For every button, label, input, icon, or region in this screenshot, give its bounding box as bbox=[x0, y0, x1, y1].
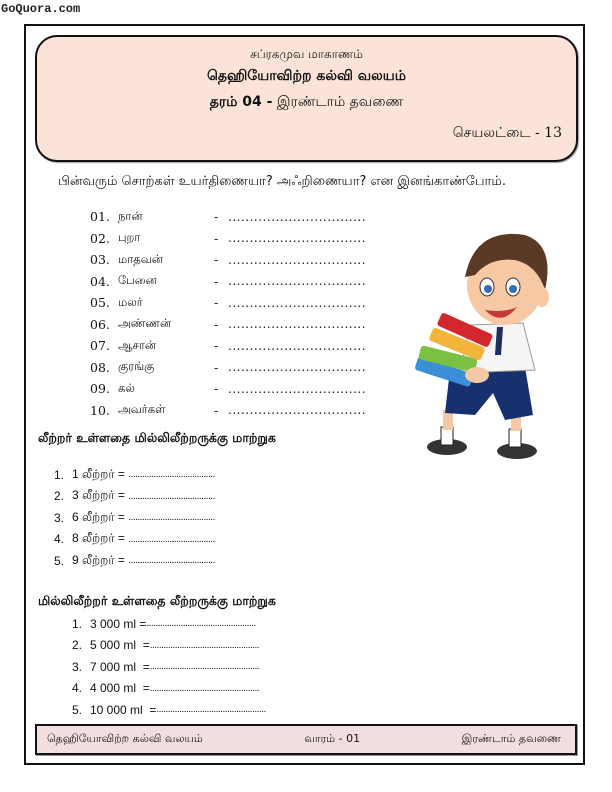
grade-label: தரம் 04 - bbox=[209, 94, 273, 110]
watermark: GoQuora.com bbox=[1, 2, 81, 16]
zone-title: தெஹியோவிற்ற கல்வி வலயம் bbox=[206, 68, 407, 84]
item-number: 2. bbox=[72, 638, 83, 653]
worksheet-header bbox=[35, 35, 578, 162]
item-word: புறா bbox=[118, 230, 141, 245]
answer-blank[interactable]: ...................................... bbox=[128, 490, 215, 502]
item-dash: - bbox=[214, 252, 219, 268]
worksheet-footer bbox=[35, 724, 577, 755]
list-item bbox=[90, 228, 366, 250]
item-question: 3 லீற்றர் = bbox=[72, 488, 129, 503]
item-dash: - bbox=[214, 402, 219, 418]
item-number: 03. bbox=[90, 252, 110, 268]
item-word: ஆசான் bbox=[118, 337, 157, 352]
item-word: குரங்கு bbox=[118, 359, 155, 374]
item-word: கல் bbox=[118, 380, 135, 395]
list-item bbox=[72, 678, 266, 700]
item-number: 09. bbox=[90, 381, 110, 397]
answer-blank[interactable]: ................................ bbox=[228, 209, 367, 224]
item-question: 9 லீற்றர் = bbox=[72, 552, 129, 567]
list-item bbox=[90, 400, 366, 422]
term-label: இரண்டாம் தவணை bbox=[276, 94, 404, 110]
list-item bbox=[90, 335, 366, 357]
answer-blank[interactable]: ................................ bbox=[228, 231, 367, 246]
answer-blank[interactable]: ................................ bbox=[228, 295, 367, 310]
item-number: 5. bbox=[54, 553, 65, 568]
schoolboy-carrying-books-icon bbox=[405, 215, 575, 465]
litres-conversion-list bbox=[54, 464, 215, 572]
list-item bbox=[72, 635, 266, 657]
item-word: மலர் bbox=[118, 294, 143, 309]
word-classification-list bbox=[90, 206, 366, 421]
list-item bbox=[54, 507, 215, 529]
answer-blank[interactable]: ................................................ bbox=[149, 661, 260, 673]
item-number: 08. bbox=[90, 359, 110, 375]
item-number: 5. bbox=[72, 702, 83, 717]
item-number: 1. bbox=[72, 616, 83, 631]
list-item bbox=[72, 613, 266, 635]
list-item bbox=[54, 464, 215, 486]
item-dash: - bbox=[214, 273, 219, 289]
item-dash: - bbox=[214, 338, 219, 354]
item-word: மாதவன் bbox=[118, 251, 163, 266]
list-item bbox=[90, 206, 366, 228]
footer-week: வாரம் - 01 bbox=[304, 732, 361, 745]
answer-blank[interactable]: ...................................... bbox=[128, 512, 215, 524]
list-item bbox=[90, 314, 366, 336]
item-question: 1 லீற்றர் = bbox=[72, 466, 129, 481]
words-instruction: பின்வரும் சொற்கள் உயர்திணையா? அஃறிணையா? என இனங்காண்போம். bbox=[58, 174, 506, 189]
province-label: சப்ரகமுவ மாகாணம் bbox=[250, 47, 363, 61]
item-dash: - bbox=[214, 230, 219, 246]
answer-blank[interactable]: ................................ bbox=[228, 360, 367, 375]
list-item bbox=[54, 486, 215, 508]
item-dash: - bbox=[214, 359, 219, 375]
list-item bbox=[54, 529, 215, 551]
item-number: 10. bbox=[90, 402, 110, 418]
item-question: 3 000 ml = bbox=[90, 616, 147, 631]
answer-blank[interactable]: ................................................ bbox=[156, 704, 266, 716]
activity-number: செயலட்டை - 13 bbox=[452, 125, 562, 141]
item-word: அண்ணன் bbox=[118, 316, 172, 331]
item-number: 01. bbox=[90, 209, 110, 225]
item-number: 1. bbox=[54, 467, 65, 482]
list-item bbox=[90, 249, 366, 271]
answer-blank[interactable]: ...................................... bbox=[128, 469, 215, 481]
item-question: 5 000 ml = bbox=[90, 638, 150, 653]
item-question: 6 லீற்றர் = bbox=[72, 509, 129, 524]
list-item bbox=[90, 378, 366, 400]
grade-line bbox=[37, 94, 576, 112]
item-word: நான் bbox=[118, 208, 143, 223]
list-item bbox=[54, 550, 215, 572]
list-item bbox=[90, 357, 366, 379]
list-item bbox=[90, 292, 366, 314]
item-word: பேனை bbox=[118, 273, 157, 288]
item-number: 4. bbox=[72, 681, 83, 696]
answer-blank[interactable]: ................................ bbox=[228, 338, 367, 353]
answer-blank[interactable]: ................................ bbox=[228, 317, 367, 332]
item-number: 02. bbox=[90, 230, 110, 246]
item-question: 8 லீற்றர் = bbox=[72, 531, 129, 546]
list-item bbox=[72, 656, 266, 678]
item-question: 4 000 ml = bbox=[90, 681, 150, 696]
list-item bbox=[90, 271, 366, 293]
item-word: அவர்கள் bbox=[118, 402, 166, 417]
answer-blank[interactable]: ................................................ bbox=[149, 682, 260, 694]
answer-blank[interactable]: ...................................... bbox=[128, 533, 215, 545]
answer-blank[interactable]: ................................................ bbox=[146, 618, 256, 630]
item-question: 10 000 ml = bbox=[90, 702, 157, 717]
item-number: 05. bbox=[90, 295, 110, 311]
footer-zone: தெஹியோவிற்ற கல்வி வலயம் bbox=[47, 732, 203, 745]
item-number: 06. bbox=[90, 316, 110, 332]
item-number: 2. bbox=[54, 489, 65, 504]
answer-blank[interactable]: ................................ bbox=[228, 381, 367, 396]
item-dash: - bbox=[214, 381, 219, 397]
answer-blank[interactable]: ................................ bbox=[228, 274, 367, 289]
footer-term: இரண்டாம் தவணை bbox=[461, 732, 561, 745]
list-item bbox=[72, 699, 266, 721]
answer-blank[interactable]: ...................................... bbox=[128, 555, 215, 567]
item-number: 07. bbox=[90, 338, 110, 354]
item-dash: - bbox=[214, 209, 219, 225]
ml-section-title: மில்லிலீற்றர் உள்ளதை லீற்றருக்கு மாற்றுக bbox=[38, 593, 276, 608]
answer-blank[interactable]: ................................ bbox=[228, 252, 367, 267]
item-number: 3. bbox=[54, 510, 65, 525]
item-dash: - bbox=[214, 316, 219, 332]
item-number: 3. bbox=[72, 659, 83, 674]
ml-conversion-list bbox=[72, 613, 266, 721]
answer-blank[interactable]: ................................................ bbox=[149, 639, 260, 651]
item-number: 04. bbox=[90, 273, 110, 289]
item-number: 4. bbox=[54, 532, 65, 547]
litres-section-title: லீற்றர் உள்ளதை மில்லிலீற்றருக்கு மாற்றுக bbox=[38, 430, 276, 445]
item-question: 7 000 ml = bbox=[90, 659, 150, 674]
answer-blank[interactable]: ................................ bbox=[228, 403, 367, 418]
item-dash: - bbox=[214, 295, 219, 311]
